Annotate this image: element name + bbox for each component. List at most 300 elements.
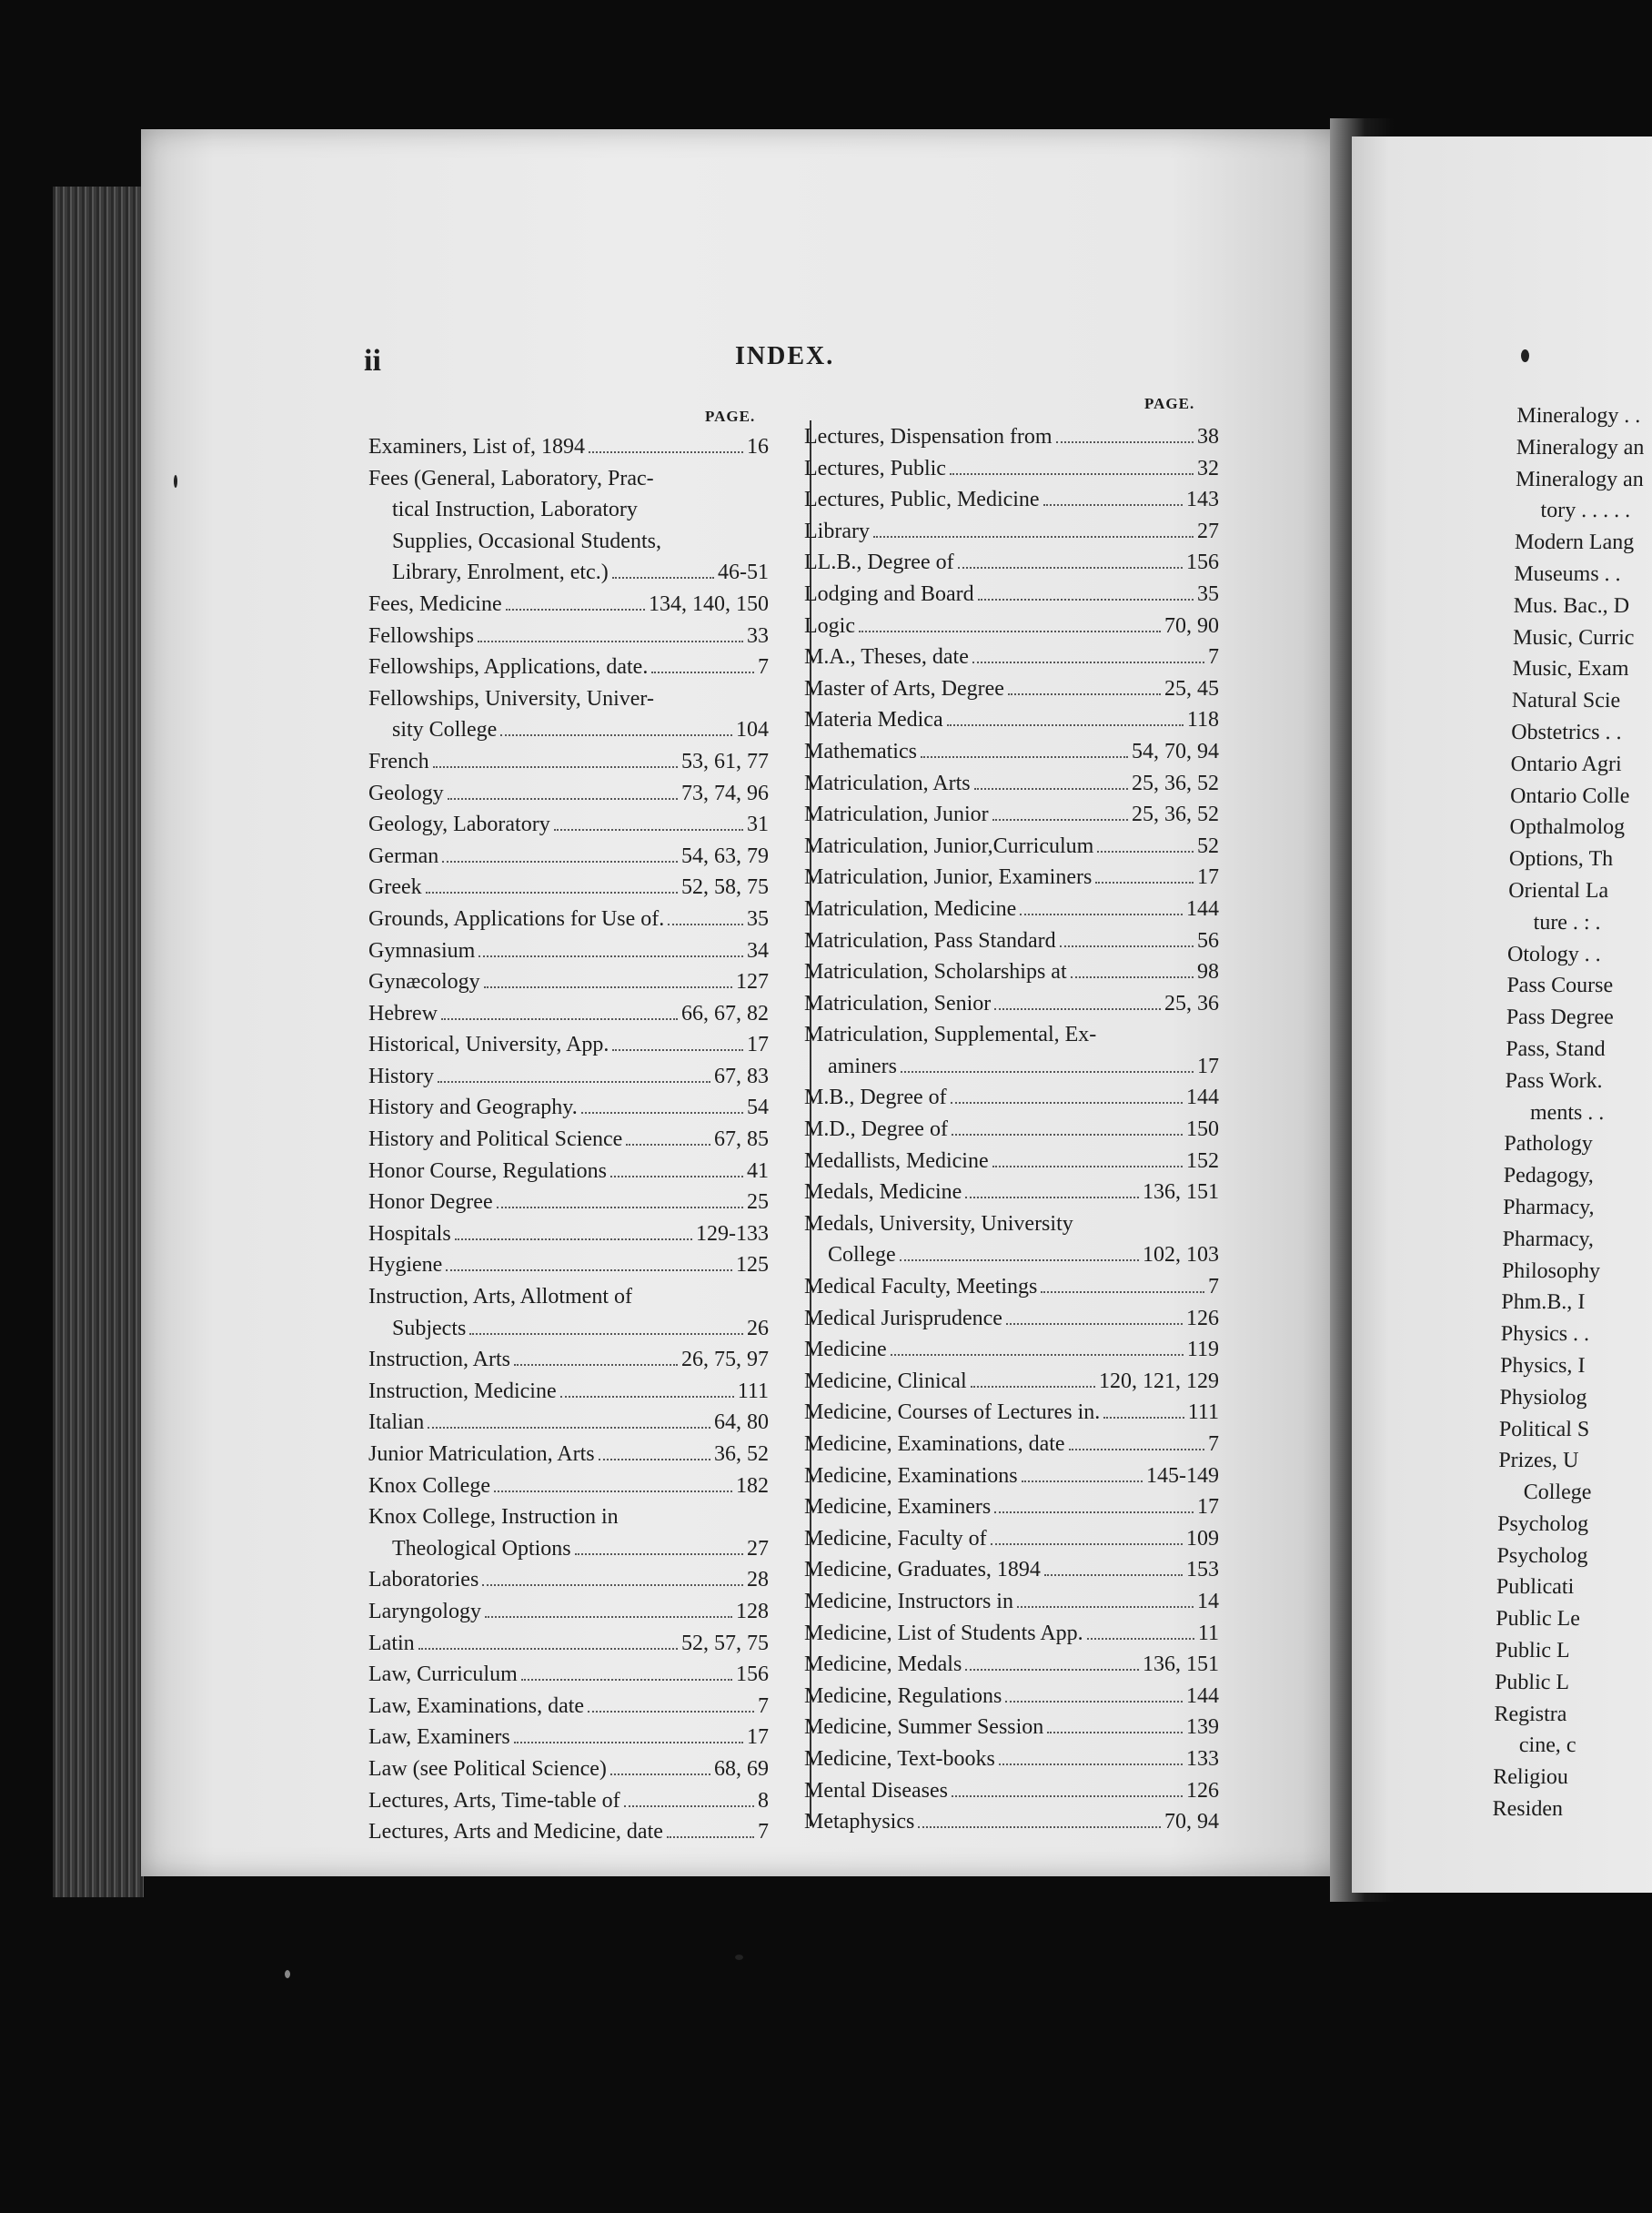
index-entry [368,998,769,1030]
index-entry-term: Matriculation, Medicine [804,896,1017,921]
index-entry [804,1271,1219,1303]
index-entry-term: Supplies, Occasional Students, [392,529,661,553]
index-entry-pages: 25, 45 [1164,676,1219,701]
next-page-entry: Natural Scie [1511,689,1621,713]
index-entry [804,1208,1219,1240]
index-entry-term: Lectures, Arts, Time-table of [368,1788,620,1813]
next-page-entry: Museums . . [1514,561,1621,586]
dot-leader [965,1669,1139,1671]
dot-leader [612,577,714,579]
index-column-right [804,421,1219,1838]
index-entry [804,1618,1219,1650]
index-entry [368,1376,769,1408]
index-entry [804,768,1219,800]
index-entry [368,683,769,715]
index-entry [804,1397,1219,1429]
index-entry [804,1082,1219,1114]
dot-leader [478,641,743,642]
index-entry-term: Hygiene [368,1253,443,1278]
dot-leader [991,1543,1183,1545]
index-entry-term: Historical, University, App. [368,1033,609,1057]
dot-leader [950,473,1194,475]
dot-leader [918,1826,1161,1828]
index-entry [804,1146,1219,1177]
index-entry [368,1439,769,1470]
index-entry-term: Matriculation, Arts [804,771,971,795]
index-entry [804,1712,1219,1743]
next-page-entry: Political S [1498,1417,1590,1441]
index-entry [804,516,1219,548]
next-page-entry: Mineralogy an [1515,467,1645,491]
index-entry-term: Examiners, List of, 1894 [368,435,585,459]
index-entry-term: Matriculation, Pass Standard [804,928,1056,953]
index-entry [804,1051,1219,1083]
index-entry-term: Matriculation, Junior [804,803,989,827]
index-entry-term: aminers [828,1054,897,1078]
index-entry [368,1628,769,1660]
index-entry-term: Medicine, Examiners [804,1495,992,1520]
dot-leader [1097,851,1194,853]
index-entry-pages: 70, 94 [1164,1810,1219,1834]
index-entry-pages: 17 [1197,865,1219,890]
index-entry-pages: 34 [747,938,769,963]
next-page-entry: ture . : . [1533,910,1601,935]
dot-leader [974,788,1128,790]
index-entry [804,1114,1219,1146]
index-entry-term: Medallists, Medicine [804,1148,989,1173]
dot-leader [485,1616,732,1618]
index-entry [368,1124,769,1156]
index-entry [368,1659,769,1691]
index-entry-term: History and Political Science [368,1127,623,1152]
dot-leader [952,1795,1183,1797]
index-entry-pages: 182 [736,1473,769,1498]
index-entry [804,1554,1219,1586]
index-entry [368,841,769,873]
index-entry [368,589,769,621]
index-entry [804,421,1219,453]
index-entry-pages: 68, 69 [714,1756,769,1781]
index-entry [804,1681,1219,1713]
dot-leader [900,1259,1139,1261]
index-entry [368,1029,769,1061]
index-entry [368,1344,769,1376]
dot-leader [448,798,678,800]
dot-leader [626,1144,710,1146]
index-entry-term: Hebrew [368,1001,438,1026]
dot-leader [1069,1449,1204,1450]
index-entry-term: Medicine, Clinical [804,1369,967,1393]
index-entry [804,611,1219,642]
dot-leader [469,1333,743,1335]
index-entry [368,778,769,810]
index-entry-pages: 120, 121, 129 [1099,1369,1219,1393]
index-entry-pages: 144 [1186,1086,1219,1110]
next-page-entry: Pass Degree [1506,1005,1615,1030]
index-column-left [368,431,769,1848]
index-entry-pages: 126 [1186,1778,1219,1803]
index-entry-pages: 35 [747,906,769,931]
next-page-entry: Pharmacy, [1502,1227,1595,1251]
dot-leader [521,1679,732,1681]
next-page-entry: Registra [1494,1702,1567,1726]
index-entry-pages: 67, 83 [714,1064,769,1088]
index-entry-term: Instruction, Arts [368,1348,510,1372]
index-entry-pages: 35 [1197,581,1219,606]
left-column-page-label: PAGE. [705,408,756,425]
next-page-entry: Prizes, U [1498,1449,1579,1473]
index-entry-pages: 54 [747,1096,769,1120]
index-entry-term: Geology, Laboratory [368,813,550,837]
dot-leader [428,1427,710,1429]
index-entry-pages: 7 [758,655,769,680]
index-entry-pages: 145-149 [1146,1463,1219,1488]
index-entry-pages: 7 [1208,1275,1219,1299]
index-entry-term: Honor Degree [368,1190,493,1215]
index-entry-pages: 7 [1208,645,1219,670]
book-page-edges [53,187,144,1897]
index-entry-pages: 25, 36, 52 [1132,771,1219,795]
index-entry [804,1303,1219,1335]
index-entry-pages: 53, 61, 77 [681,749,769,773]
dot-leader [873,536,1194,538]
index-entry-pages: 111 [1187,1400,1219,1425]
index-entry-term: Library, Enrolment, etc.) [392,561,609,585]
index-entry-term: Medicine, Graduates, 1894 [804,1558,1041,1582]
index-entry-term: Greek [368,875,422,900]
index-entry [804,1743,1219,1775]
dot-leader [994,1008,1161,1010]
index-entry-term: Mathematics [804,739,917,763]
index-entry-pages: 127 [736,970,769,995]
next-page-index-column [1492,400,1652,1825]
next-page-entry: Oriental La [1508,878,1609,903]
index-entry-term: Knox College [368,1473,490,1498]
index-entry-term: Mental Diseases [804,1778,948,1803]
index-entry-pages: 17 [747,1725,769,1750]
dot-leader [588,1711,754,1713]
index-entry [804,484,1219,516]
dot-leader [992,1166,1183,1167]
index-entry-term: Instruction, Medicine [368,1379,557,1403]
ink-speck [174,475,177,488]
index-entry-pages: 136, 151 [1143,1180,1219,1205]
index-entry-term: Instruction, Arts, Allotment of [368,1285,632,1309]
index-entry-term: Medicine [804,1338,887,1362]
next-page-entry: Modern Lang [1514,531,1635,555]
index-entry [368,652,769,683]
index-entry-term: Fellowships, Applications, date. [368,655,649,680]
index-entry-pages: 64, 80 [714,1410,769,1435]
dot-leader [482,1584,743,1586]
index-entry-pages: 150 [1186,1117,1219,1142]
index-entry [804,1334,1219,1366]
index-entry-pages: 54, 70, 94 [1132,739,1219,763]
index-entry-term: Law (see Political Science) [368,1756,607,1781]
next-page-entry: Physics . . [1500,1322,1590,1347]
index-entry-pages: 7 [1208,1432,1219,1456]
index-entry-term: LL.B., Degree of [804,551,954,575]
next-page-entry: Music, Curric [1512,625,1635,650]
index-entry [368,872,769,904]
index-entry-term: sity College [392,718,498,743]
index-entry-term: Medical Jurisprudence [804,1306,1002,1330]
index-entry-term: Fees (General, Laboratory, Prac- [368,466,654,490]
dot-leader [581,1112,743,1114]
dot-leader [651,672,754,673]
index-entry-pages: 26 [747,1316,769,1340]
dot-leader [1095,882,1194,884]
index-entry [804,1775,1219,1807]
index-entry-pages: 104 [736,718,769,743]
index-entry-term: Lodging and Board [804,581,974,606]
index-entry-pages: 27 [1197,519,1219,543]
dot-leader [1044,1574,1183,1576]
index-entry [804,1177,1219,1208]
index-entry-term: M.D., Degree of [804,1117,948,1142]
index-entry-pages: 133 [1186,1746,1219,1771]
index-entry [368,494,769,526]
index-entry-pages: 136, 151 [1143,1652,1219,1677]
index-entry [368,714,769,746]
dot-leader [433,766,678,768]
next-page-entry: Otology . . [1506,942,1601,966]
index-entry [368,904,769,935]
index-entry-term: Lectures, Public [804,456,946,480]
index-entry [368,1156,769,1187]
dot-leader [921,756,1128,758]
index-entry-pages: 14 [1197,1589,1219,1613]
index-entry-term: Medicine, Text-books [804,1746,995,1771]
dot-leader [1017,1606,1194,1608]
dot-leader [1008,693,1161,695]
dot-leader [951,1102,1183,1104]
dot-leader [1060,945,1194,947]
right-column-page-label: PAGE. [1144,395,1195,412]
index-entry-term: College [828,1243,896,1268]
index-entry-pages: 17 [1197,1495,1219,1520]
index-entry-term: Italian [368,1410,425,1435]
index-entry-term: Grounds, Applications for Use of. [368,906,665,931]
index-entry [804,831,1219,863]
index-entry-term: Matriculation, Junior,Curriculum [804,834,1094,858]
index-entry [368,431,769,463]
dot-leader [446,1269,732,1271]
index-entry-term: Matriculation, Senior [804,991,992,1016]
index-entry [804,704,1219,736]
dot-leader [947,724,1184,726]
dot-leader [438,1081,710,1083]
index-entry-pages: 70, 90 [1164,613,1219,638]
index-entry-term: Law, Examiners [368,1725,510,1750]
index-entry-term: Hospitals [368,1221,451,1246]
index-entry-term: Fellowships, University, Univer- [368,686,654,711]
index-entry-pages: 156 [736,1662,769,1687]
index-entry [368,463,769,495]
index-entry [804,547,1219,579]
index-entry-pages: 128 [736,1599,769,1623]
dot-leader [901,1071,1194,1073]
dot-leader [455,1238,692,1240]
index-entry-pages: 32 [1197,456,1219,480]
index-entry-pages: 17 [747,1033,769,1057]
index-entry-pages: 25 [747,1190,769,1215]
next-page-entry: Public L [1494,1670,1570,1694]
dot-leader [667,1836,754,1838]
index-entry-pages: 119 [1186,1338,1219,1362]
index-entry [368,1470,769,1502]
index-entry-term: Materia Medica [804,708,943,733]
index-entry [368,1281,769,1313]
dot-leader [497,1207,743,1208]
index-entry-term: History [368,1064,434,1088]
dot-leader [560,1396,734,1398]
next-page-entry: Mineralogy . . [1516,404,1641,428]
next-page-entry: Psycholog [1496,1511,1589,1536]
index-entry [804,736,1219,768]
index-entry [368,1061,769,1093]
index-entry-term: M.A., Theses, date [804,645,969,670]
next-page-entry: Pass Course [1506,974,1614,998]
index-entry-pages: 134, 140, 150 [649,591,769,616]
page-title: INDEX. [735,342,835,370]
next-page-entry: Pharmacy, [1502,1195,1595,1219]
dot-leader [978,599,1194,601]
dot-leader [1103,1417,1184,1419]
next-page-entry: Physics, I [1499,1353,1586,1378]
index-entry [804,925,1219,957]
index-entry [368,1816,769,1848]
index-entry-term: Medicine, Examinations, date [804,1432,1065,1456]
index-entry-term: Fellowships [368,623,475,648]
index-entry [804,642,1219,673]
dot-leader [441,1018,678,1020]
dot-leader [999,1763,1183,1765]
index-entry [804,1586,1219,1618]
index-entry-pages: 52, 57, 75 [681,1631,769,1655]
index-entry-pages: 66, 67, 82 [681,1001,769,1026]
index-entry-pages: 152 [1186,1148,1219,1173]
dot-leader [1006,1323,1183,1325]
index-entry-term: Medals, Medicine [804,1180,962,1205]
index-entry-term: Subjects [392,1316,467,1340]
next-page-entry: Philosophy [1501,1258,1601,1283]
dot-leader [971,1386,1095,1388]
index-entry-term: Medicine, Regulations [804,1683,1002,1708]
index-entry-pages: 109 [1186,1526,1219,1551]
dot-leader [418,1648,678,1650]
dot-leader [994,1511,1194,1513]
next-page-entry: Physiolog [1499,1385,1587,1410]
index-entry [368,1407,769,1439]
index-entry [368,746,769,778]
index-entry [368,1753,769,1785]
dot-leader [514,1742,743,1743]
index-entry-pages: 31 [747,813,769,837]
index-entry [804,1523,1219,1555]
dot-leader [599,1459,710,1460]
index-entry [804,862,1219,894]
index-entry-term: Master of Arts, Degree [804,676,1004,701]
dot-leader [610,1176,743,1177]
index-entry [368,1722,769,1753]
index-entry [804,1239,1219,1271]
dot-leader [1005,1701,1183,1703]
page-number: ii [364,344,381,378]
dot-leader [1047,1732,1183,1733]
index-entry-term: German [368,844,439,868]
index-entry-pages: 27 [747,1536,769,1561]
index-entry-term: French [368,749,429,773]
index-entry [368,809,769,841]
next-page-entry: Pass Work. [1505,1068,1603,1093]
index-entry-term: Medicine, Faculty of [804,1526,987,1551]
index-entry [804,1366,1219,1398]
index-entry-term: Lectures, Arts and Medicine, date [368,1820,663,1844]
next-page-entry: Pass, Stand [1505,1036,1606,1061]
dot-leader [1056,441,1194,443]
index-entry-pages: 129-133 [696,1221,769,1246]
index-entry [804,453,1219,485]
index-entry-term: Law, Curriculum [368,1662,518,1687]
next-page-entry: ments . . [1529,1100,1605,1125]
ink-speck [285,1970,290,1978]
index-entry-pages: 7 [758,1820,769,1844]
index-entry-term: Medals, University, University [804,1211,1073,1236]
index-entry-term: Theological Options [392,1536,571,1561]
index-entry-term: Metaphysics [804,1810,915,1834]
index-entry-pages: 67, 85 [714,1127,769,1152]
index-entry [804,799,1219,831]
next-page-entry: tory . . . . . [1540,499,1631,523]
index-entry-term: Law, Examinations, date [368,1693,585,1718]
index-entry-term: Geology [368,781,444,805]
index-entry-term: Logic [804,613,855,638]
index-entry [368,1501,769,1533]
index-entry-pages: 17 [1197,1054,1219,1078]
index-entry-pages: 144 [1186,896,1219,921]
index-entry-pages: 7 [758,1693,769,1718]
index-entry-pages: 139 [1186,1715,1219,1740]
next-page-entry: Public Le [1496,1607,1581,1632]
next-page-entry: Publicati [1496,1575,1575,1600]
index-entry [804,988,1219,1020]
index-entry-term: History and Geography. [368,1096,578,1120]
index-entry [368,1187,769,1218]
index-entry-term: Matriculation, Junior, Examiners [804,865,1093,890]
next-page-entry: Mineralogy an [1516,435,1645,460]
index-entry-term: Honor Course, Regulations [368,1158,607,1183]
index-entry [804,1806,1219,1838]
index-entry-pages: 25, 36, 52 [1132,803,1219,827]
index-entry-pages: 8 [758,1788,769,1813]
index-entry-pages: 111 [737,1379,769,1403]
next-page-entry: Ontario Colle [1509,783,1630,808]
index-entry-pages: 33 [747,623,769,648]
index-entry-term: Medicine, Instructors in [804,1589,1013,1613]
index-entry-term: Gymnasium [368,938,476,963]
dot-leader [575,1553,743,1555]
index-entry-pages: 125 [736,1253,769,1278]
index-entry [368,1564,769,1596]
index-entry [804,894,1219,925]
index-entry [368,621,769,652]
next-page-entry: Ontario Agri [1510,752,1622,776]
dot-leader [554,829,743,831]
index-entry-term: tical Instruction, Laboratory [392,498,638,522]
dot-leader [610,1773,710,1775]
index-entry-term: Lectures, Public, Medicine [804,488,1040,512]
